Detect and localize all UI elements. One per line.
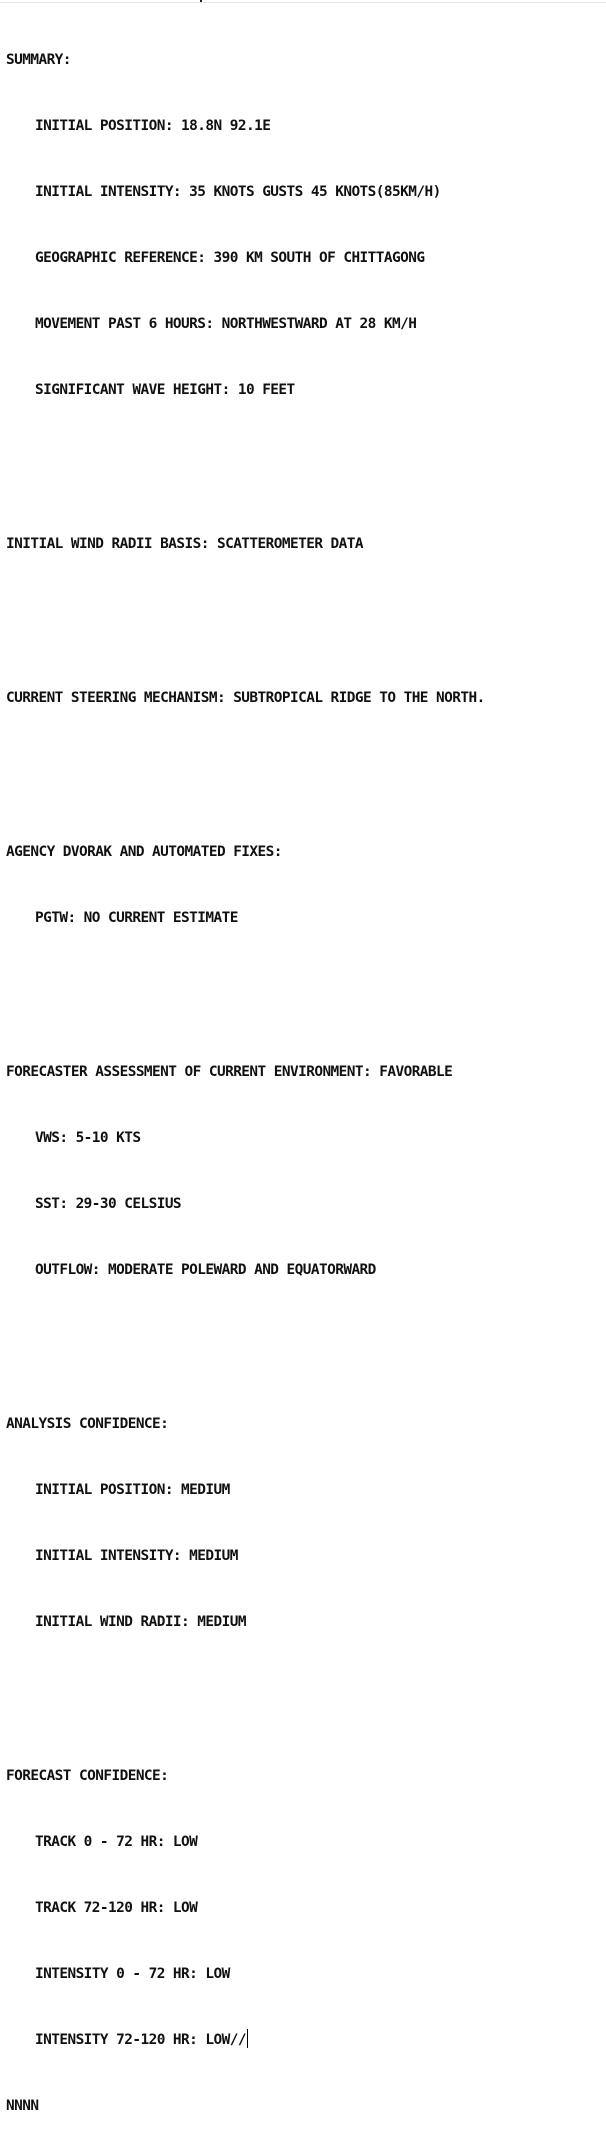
summary-heading: SUMMARY: xyxy=(6,52,71,68)
forecast-intensity-0-72: INTENSITY 0 - 72 HR: LOW xyxy=(35,1966,230,1982)
summary-wave-height: SIGNIFICANT WAVE HEIGHT: 10 FEET xyxy=(35,382,295,398)
dvorak-heading: AGENCY DVORAK AND AUTOMATED FIXES: xyxy=(6,844,282,860)
blank-line xyxy=(6,1677,485,1699)
text-cursor xyxy=(247,2029,248,2048)
forecast-intensity-72-120: INTENSITY 72-120 HR: LOW// xyxy=(35,2032,246,2048)
blank-line xyxy=(6,599,485,621)
forecast-track-72-120: TRACK 72-120 HR: LOW xyxy=(35,1900,198,1916)
analysis-confidence-heading: ANALYSIS CONFIDENCE: xyxy=(6,1416,169,1432)
analysis-initial-intensity: INITIAL INTENSITY: MEDIUM xyxy=(35,1548,238,1564)
blank-line xyxy=(6,445,485,467)
environment-vws: VWS: 5-10 KTS xyxy=(35,1130,141,1146)
dvorak-pgtw: PGTW: NO CURRENT ESTIMATE xyxy=(35,910,238,926)
summary-movement: MOVEMENT PAST 6 HOURS: NORTHWESTWARD AT 28 KM/H xyxy=(35,316,417,332)
environment-outflow: OUTFLOW: MODERATE POLEWARD AND EQUATORWARD xyxy=(35,1262,376,1278)
environment-sst: SST: 29-30 CELSIUS xyxy=(35,1196,182,1212)
end-marker: NNNN xyxy=(6,2098,39,2114)
top-divider xyxy=(0,2,606,3)
analysis-initial-position: INITIAL POSITION: MEDIUM xyxy=(35,1482,230,1498)
forecast-confidence-heading: FORECAST CONFIDENCE: xyxy=(6,1768,169,1784)
environment-heading: FORECASTER ASSESSMENT OF CURRENT ENVIRONMENT: FAVORABLE xyxy=(6,1064,453,1080)
blank-line xyxy=(6,973,485,995)
wind-radii-basis: INITIAL WIND RADII BASIS: SCATTEROMETER DATA xyxy=(6,536,364,552)
text-fragment-mark xyxy=(200,0,202,2)
steering-mechanism: CURRENT STEERING MECHANISM: SUBTROPICAL RIDGE TO THE NORTH. xyxy=(6,690,485,706)
summary-initial-position: INITIAL POSITION: 18.8N 92.1E xyxy=(35,118,271,134)
summary-initial-intensity: INITIAL INTENSITY: 35 KNOTS GUSTS 45 KNOTS(85KM/H) xyxy=(35,184,441,200)
summary-geographic-reference: GEOGRAPHIC REFERENCE: 390 KM SOUTH OF CHITTAGONG xyxy=(35,250,425,266)
analysis-initial-wind-radii: INITIAL WIND RADII: MEDIUM xyxy=(35,1614,246,1630)
forecast-intensity-72-120-row xyxy=(6,2029,485,2051)
bulletin-text-area[interactable] xyxy=(6,5,485,2139)
blank-line xyxy=(6,753,485,775)
blank-line xyxy=(6,1325,485,1347)
forecast-track-0-72: TRACK 0 - 72 HR: LOW xyxy=(35,1834,198,1850)
